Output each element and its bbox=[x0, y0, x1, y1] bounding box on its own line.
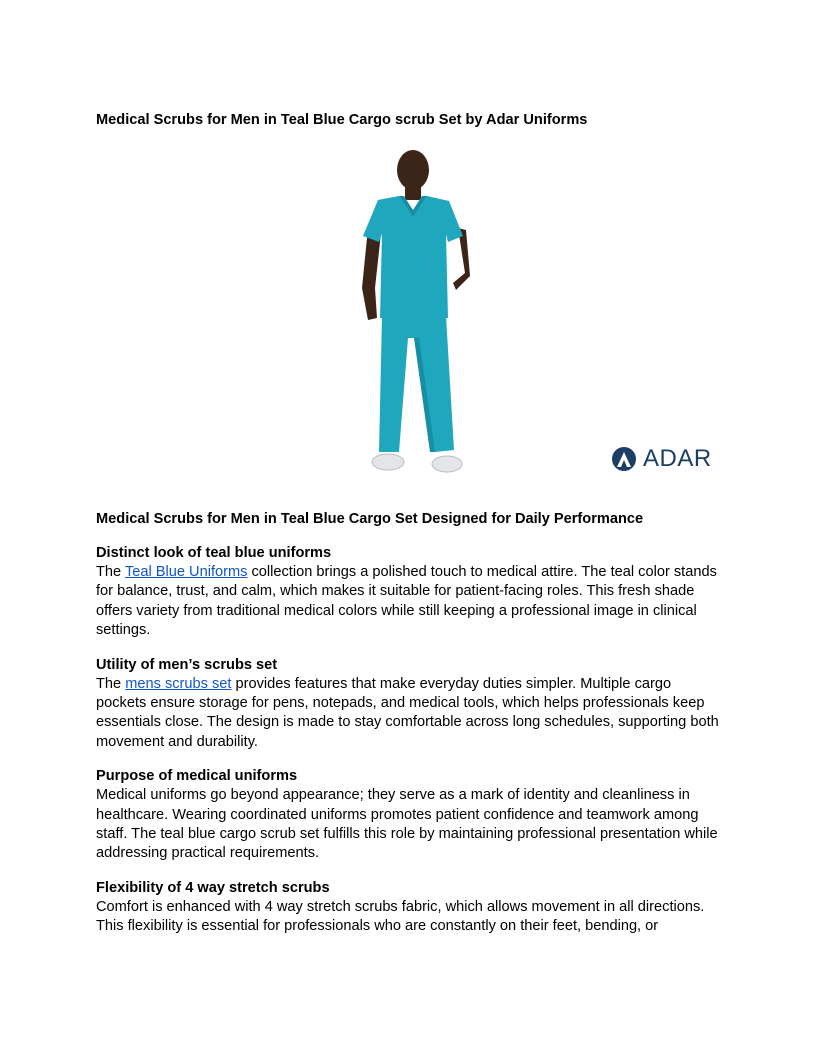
section-heading: Distinct look of teal blue uniforms bbox=[96, 545, 332, 561]
section-heading: Utility of men’s scrubs set bbox=[96, 656, 278, 673]
model-in-scrubs-illustration bbox=[96, 138, 720, 483]
article-heading: Medical Scrubs for Men in Teal Blue Cargo Set Designed for Daily Performance bbox=[96, 511, 644, 527]
section-heading: Flexibility of 4 way stretch scrubs bbox=[96, 879, 330, 896]
section-heading: Purpose of medical uniforms bbox=[96, 768, 298, 785]
mens-scrubs-set-link[interactable]: mens scrubs set bbox=[125, 675, 232, 692]
section-stretch-scrubs bbox=[96, 879, 720, 937]
article-body bbox=[96, 510, 720, 937]
section-teal-blue bbox=[96, 544, 720, 641]
logo-text: ADAR bbox=[643, 445, 712, 472]
teal-blue-uniforms-link[interactable]: Teal Blue Uniforms bbox=[124, 564, 248, 580]
section-paragraph: The mens scrubs set provides features that make everyday duties simpler. Multiple cargo pockets ensure storage for pens, notepads, and medical tools, which helps professionals keep essentials close. The design is made to stay comfortable across long schedules, supporting both movement and durability. bbox=[96, 675, 719, 750]
document-title: Medical Scrubs for Men in Teal Blue Cargo scrub Set by Adar Uniforms bbox=[96, 112, 588, 128]
section-mens-scrubs-set bbox=[96, 656, 720, 753]
section-paragraph: Comfort is enhanced with 4 way stretch scrubs fabric, which allows movement in all directions. This flexibility is essential for professionals who are constantly on their feet, bending, or bbox=[96, 898, 705, 935]
section-paragraph: Medical uniforms go beyond appearance; they serve as a mark of identity and cleanliness in healthcare. Wearing coordinated uniforms promotes patient confidence and teamwork among staff. The teal blue cargo scrub set fulfills this role by maintaining professional presentation while addressing practical requirements. bbox=[96, 787, 718, 862]
section-paragraph: The Teal Blue Uniforms collection brings a polished touch to medical attire. The teal color stands for balance, trust, and calm, which makes it suitable for patient-facing roles. This fresh shade offers variety from traditional medical colors while still keeping a professional image in clinical settings. bbox=[96, 564, 717, 639]
product-image bbox=[96, 138, 720, 483]
adar-logo bbox=[611, 445, 712, 473]
section-medical-uniforms bbox=[96, 767, 720, 864]
adar-logo-icon bbox=[611, 446, 637, 472]
